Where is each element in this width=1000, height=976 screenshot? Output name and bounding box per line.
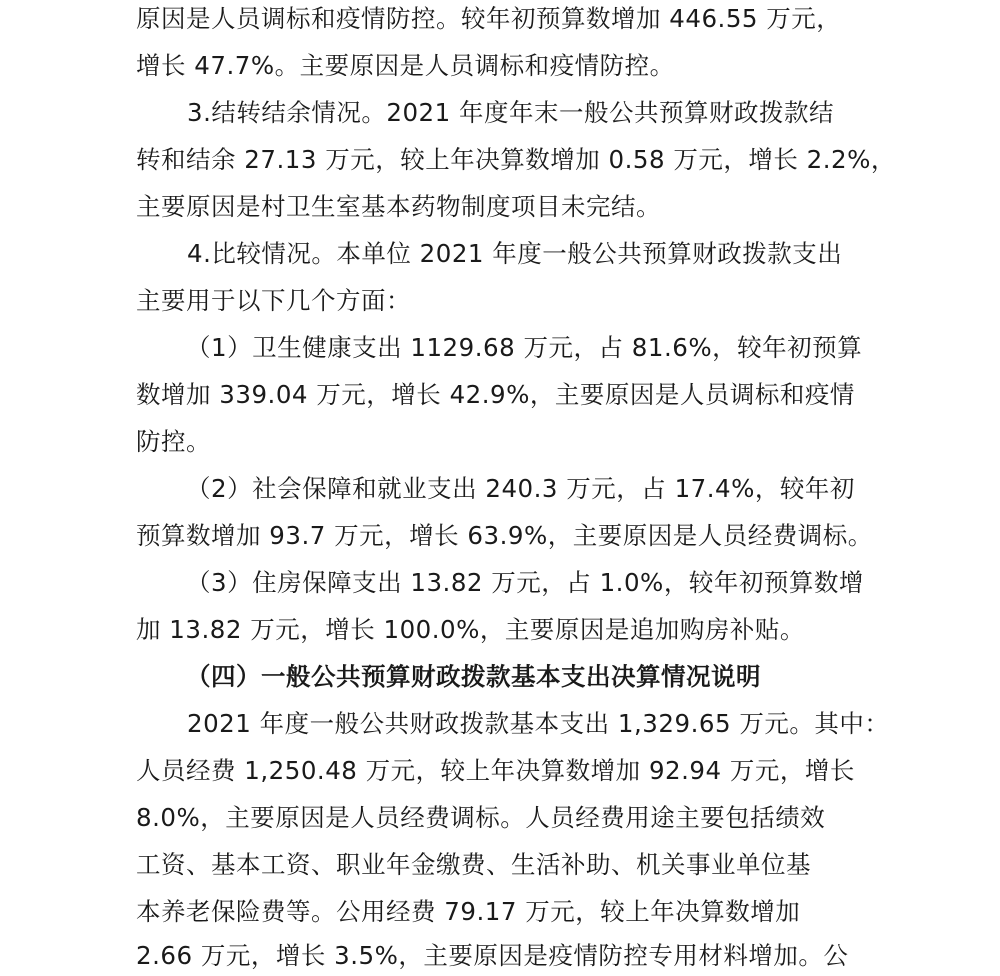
text-line: 2.66 万元，增长 3.5%，主要原因是疫情防控专用材料增加。公	[136, 941, 849, 970]
text-line: 本养老保险费等。公用经费 79.17 万元，较上年决算数增加	[136, 897, 801, 926]
text-line: 工资、基本工资、职业年金缴费、生活补助、机关事业单位基	[136, 850, 811, 879]
text-line: 预算数增加 93.7 万元，增长 63.9%，主要原因是人员经费调标。	[136, 521, 873, 550]
text-line: 主要原因是村卫生室基本药物制度项目未完结。	[136, 192, 661, 221]
text-line: 4.比较情况。本单位 2021 年度一般公共预算财政拨款支出	[187, 239, 843, 268]
text-line: 转和结余 27.13 万元，较上年决算数增加 0.58 万元，增长 2.2%，	[136, 145, 896, 174]
text-line: 防控。	[136, 427, 211, 456]
text-line: 数增加 339.04 万元，增长 42.9%，主要原因是人员调标和疫情	[136, 380, 855, 409]
text-line: 人员经费 1,250.48 万元，较上年决算数增加 92.94 万元，增长	[136, 756, 855, 785]
text-line: 8.0%，主要原因是人员经费调标。人员经费用途主要包括绩效	[136, 803, 826, 832]
text-line: 加 13.82 万元，增长 100.0%，主要原因是追加购房补贴。	[136, 615, 805, 644]
text-line: （2）社会保障和就业支出 240.3 万元，占 17.4%，较年初	[186, 474, 855, 503]
text-line: 原因是人员调标和疫情防控。较年初预算数增加 446.55 万元，	[136, 4, 842, 33]
text-line: 增长 47.7%。主要原因是人员调标和疫情防控。	[136, 51, 675, 80]
text-line: 主要用于以下几个方面：	[136, 286, 411, 315]
text-line: （1）卫生健康支出 1129.68 万元，占 81.6%，较年初预算	[186, 333, 863, 362]
text-line: （3）住房保障支出 13.82 万元，占 1.0%，较年初预算数增	[186, 568, 864, 597]
text-line: 3.结转结余情况。2021 年度年末一般公共预算财政拨款结	[187, 98, 835, 127]
text-line: 2021 年度一般公共财政拨款基本支出 1,329.65 万元。其中：	[187, 709, 890, 738]
section-heading: （四）一般公共预算财政拨款基本支出决算情况说明	[186, 662, 761, 691]
